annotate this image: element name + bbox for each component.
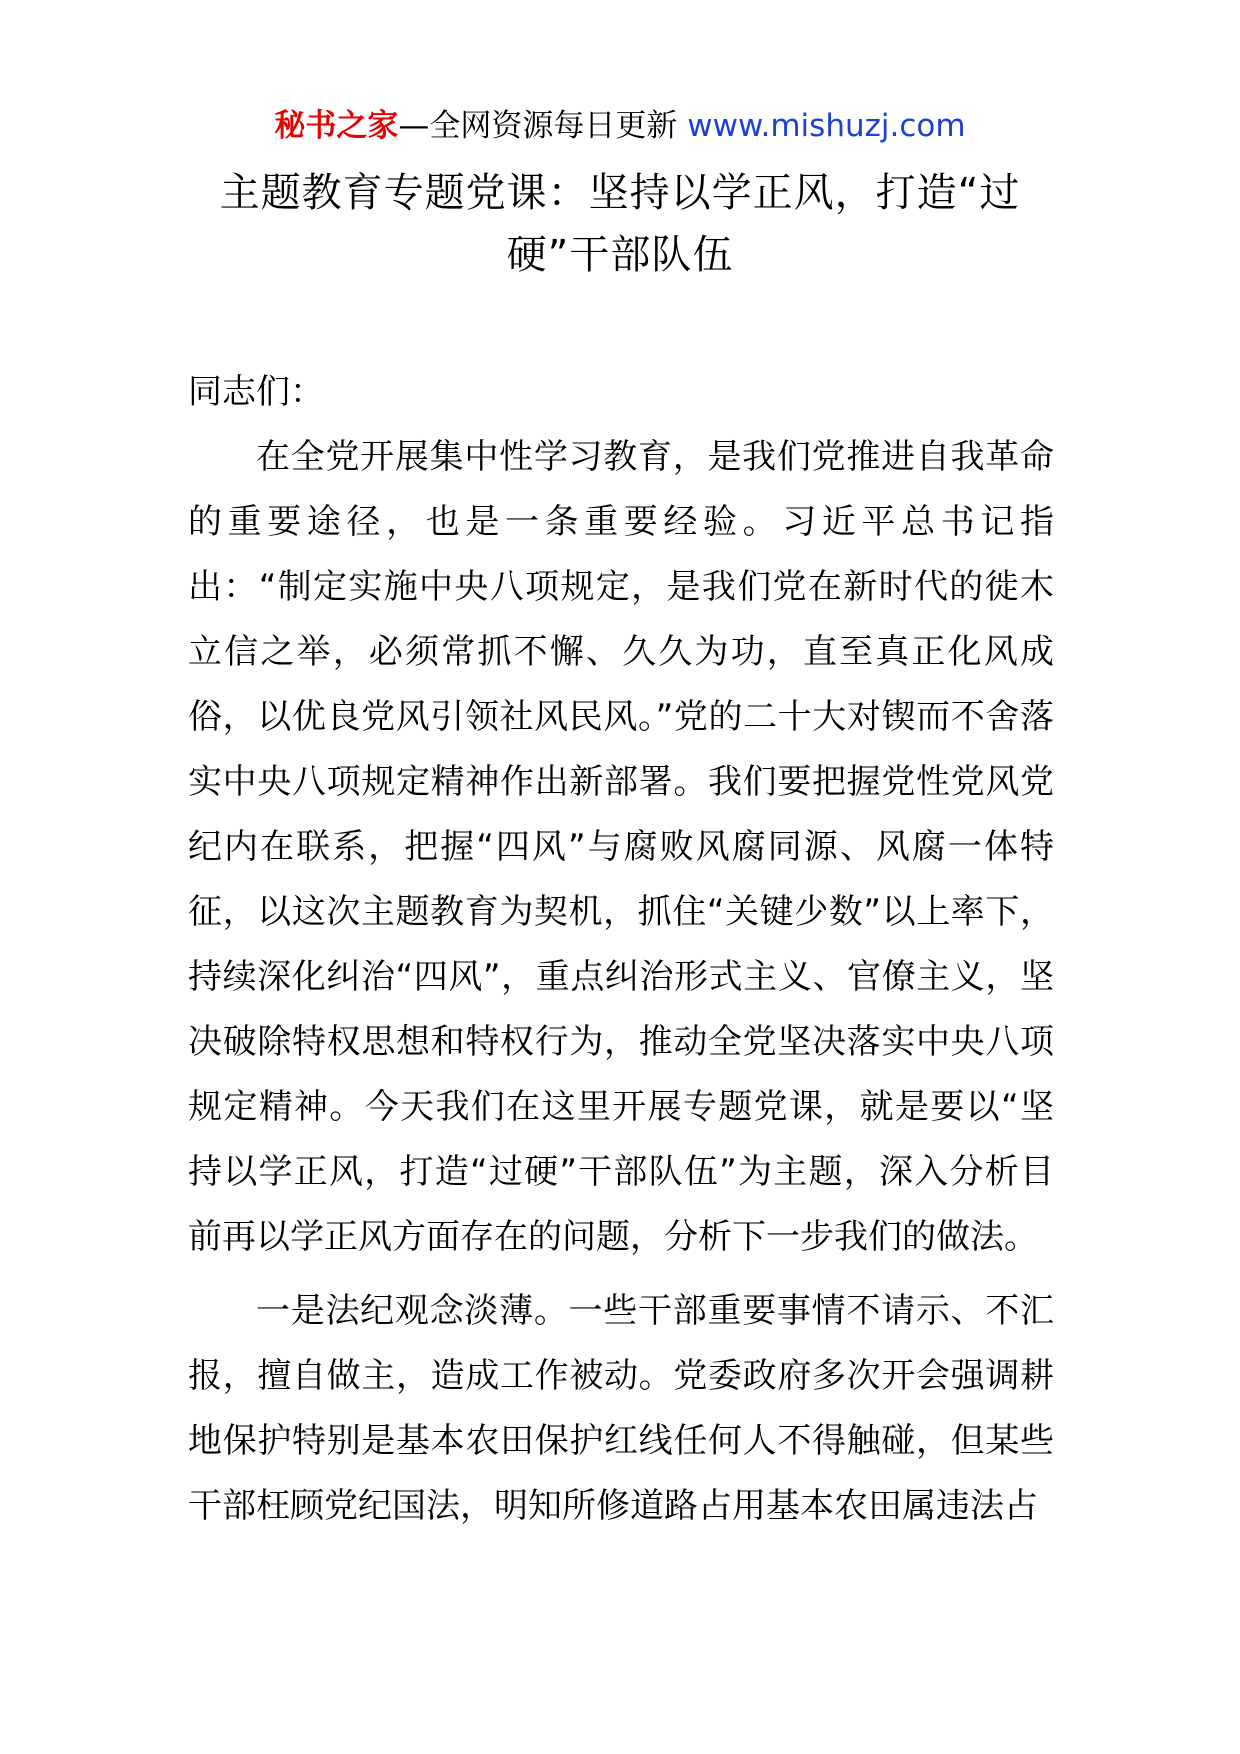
salutation: 同志们： bbox=[188, 372, 324, 412]
header-slogan: —全网资源每日更新 bbox=[398, 108, 688, 144]
paragraph-intro: 在全党开展集中性学习教育，是我们党推进自我革命的重要途径，也是一条重要经验。习近平总书记指出：“制定实施中央八项规定，是我们党在新时代的徙木立信之举，必须常抓不懈、久久为功，直至真正化风成俗，以优良党风引领社风民风。”党的二十大对锲而不舍落实中央八项规定精神作出新部署。我们要把握党性党风党纪内在联系，把握“四风”与腐败风腐同源、风腐一体特征，以这次主题教育为契机，抓住“关键少数”以上率下，持续深化纠治“四风”，重点纠治形式主义、官僚主义，坚决破除特权思想和特权行为，推动全党坚决落实中央八项规定精神。今天我们在这里开展专题党课，就是要以“坚持以学正风，打造“过硬”干部队伍”为主题，深入分析目前再以学正风方面存在的问题，分析下一步我们的做法。 bbox=[188, 437, 1054, 1257]
document-title: 主题教育专题党课：坚持以学正风，打造“过硬”干部队伍 bbox=[219, 170, 1021, 278]
site-url: www.mishuzj.com bbox=[687, 108, 966, 144]
brand-name: 秘书之家 bbox=[274, 108, 399, 144]
site-header bbox=[0, 104, 1240, 148]
document-body bbox=[188, 360, 1054, 1539]
paragraph-point-one: 一是法纪观念淡薄。一些干部重要事情不请示、不汇报，擅自做主，造成工作被动。党委政府多次开会强调耕地保护特别是基本农田保护红线任何人不得触碰，但某些干部枉顾党纪国法，明知所修道路占用基本农田属违法占 bbox=[188, 1291, 1054, 1526]
